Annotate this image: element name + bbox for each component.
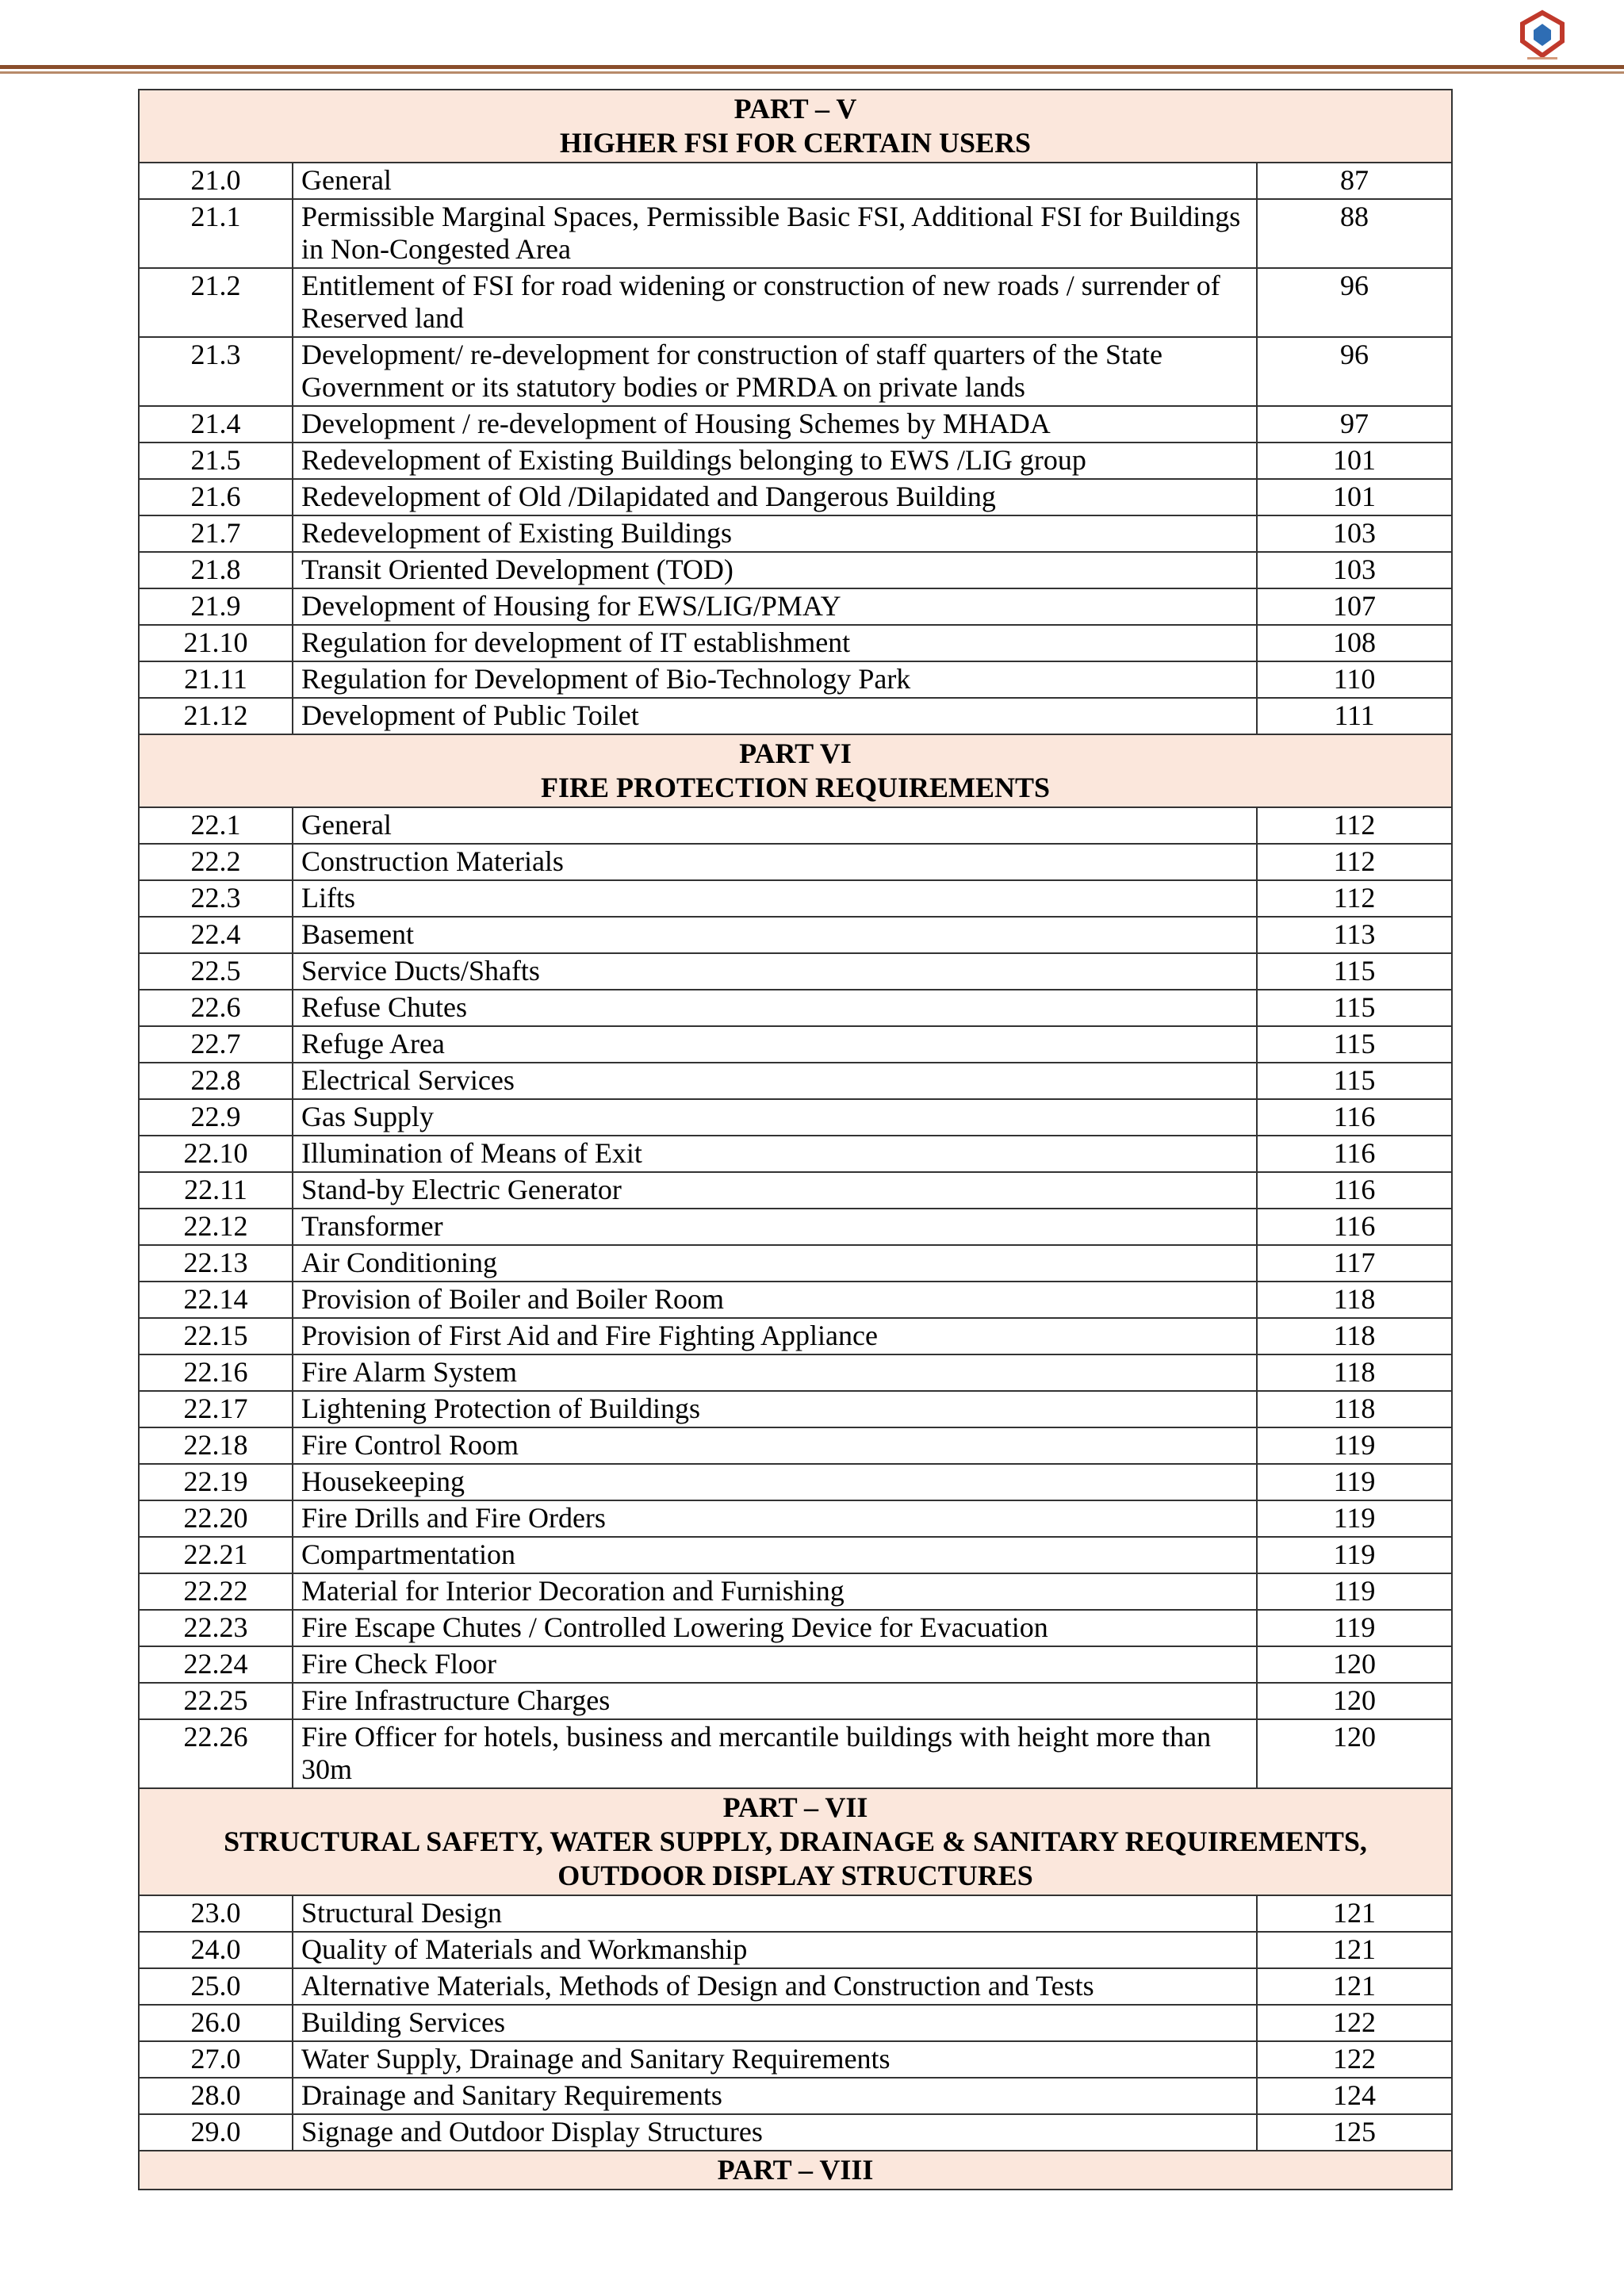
section-number: 22.11 xyxy=(139,1172,293,1209)
part-header-line1: PART – V xyxy=(733,93,857,125)
toc-row xyxy=(139,953,1452,990)
section-title: Redevelopment of Old /Dilapidated and Dangerous Building xyxy=(293,479,1257,515)
section-title: Development of Housing for EWS/LIG/PMAY xyxy=(293,588,1257,625)
section-title: Permissible Marginal Spaces, Permissible Basic FSI, Additional FSI for Buildings in Non-Congested Area xyxy=(293,199,1257,268)
toc-body xyxy=(139,90,1452,2190)
toc-row xyxy=(139,1646,1452,1683)
section-title: Entitlement of FSI for road widening or construction of new roads / surrender of Reserved land xyxy=(293,268,1257,337)
section-number: 22.15 xyxy=(139,1318,293,1354)
toc-row xyxy=(139,2005,1452,2041)
page-number: 112 xyxy=(1257,844,1452,880)
page-number: 119 xyxy=(1257,1573,1452,1610)
section-title: Construction Materials xyxy=(293,844,1257,880)
toc-row xyxy=(139,588,1452,625)
toc-row xyxy=(139,698,1452,734)
section-number: 22.22 xyxy=(139,1573,293,1610)
page-number: 119 xyxy=(1257,1464,1452,1500)
page-number: 116 xyxy=(1257,1099,1452,1136)
section-title: Alternative Materials, Methods of Design and Construction and Tests xyxy=(293,1968,1257,2005)
toc-row xyxy=(139,337,1452,406)
section-number: 28.0 xyxy=(139,2078,293,2114)
page-number: 115 xyxy=(1257,1026,1452,1063)
section-number: 29.0 xyxy=(139,2114,293,2151)
section-number: 21.1 xyxy=(139,199,293,268)
page-number: 117 xyxy=(1257,1245,1452,1282)
section-number: 22.4 xyxy=(139,917,293,953)
toc-row xyxy=(139,917,1452,953)
section-title: Material for Interior Decoration and Furnishing xyxy=(293,1573,1257,1610)
page-number: 118 xyxy=(1257,1318,1452,1354)
page-number: 103 xyxy=(1257,515,1452,552)
section-number: 22.21 xyxy=(139,1537,293,1573)
part-header-line1: PART – VIII xyxy=(717,2154,874,2186)
toc-row xyxy=(139,990,1452,1026)
toc-row xyxy=(139,807,1452,844)
toc-row xyxy=(139,1968,1452,2005)
page-number: 88 xyxy=(1257,199,1452,268)
section-number: 22.1 xyxy=(139,807,293,844)
page-number: 116 xyxy=(1257,1136,1452,1172)
page-number: 112 xyxy=(1257,807,1452,844)
page-number: 120 xyxy=(1257,1719,1452,1788)
section-number: 22.25 xyxy=(139,1683,293,1719)
section-number: 21.3 xyxy=(139,337,293,406)
section-title: Transit Oriented Development (TOD) xyxy=(293,552,1257,588)
part-header-line2: HIGHER FSI FOR CERTAIN USERS xyxy=(559,127,1032,159)
part-header-line1: PART VI xyxy=(739,738,852,769)
page-number: 122 xyxy=(1257,2041,1452,2078)
section-title: Building Services xyxy=(293,2005,1257,2041)
page-number: 121 xyxy=(1257,1968,1452,2005)
page-number: 115 xyxy=(1257,953,1452,990)
section-number: 21.0 xyxy=(139,163,293,199)
page-number: 87 xyxy=(1257,163,1452,199)
toc-row xyxy=(139,1318,1452,1354)
part-header xyxy=(139,1788,1452,1895)
toc-row xyxy=(139,515,1452,552)
page-number: 120 xyxy=(1257,1646,1452,1683)
section-title: Refuge Area xyxy=(293,1026,1257,1063)
part-header-row xyxy=(139,1788,1452,1895)
section-title: Fire Infrastructure Charges xyxy=(293,1683,1257,1719)
section-title: Electrical Services xyxy=(293,1063,1257,1099)
section-number: 21.8 xyxy=(139,552,293,588)
section-number: 22.14 xyxy=(139,1282,293,1318)
section-title: Fire Escape Chutes / Controlled Lowering Device for Evacuation xyxy=(293,1610,1257,1646)
page-number: 119 xyxy=(1257,1610,1452,1646)
section-number: 22.8 xyxy=(139,1063,293,1099)
page-number: 113 xyxy=(1257,917,1452,953)
part-header-line3: OUTDOOR DISPLAY STRUCTURES xyxy=(557,1860,1033,1891)
section-number: 22.2 xyxy=(139,844,293,880)
toc-row xyxy=(139,1500,1452,1537)
section-number: 22.17 xyxy=(139,1391,293,1427)
section-number: 22.19 xyxy=(139,1464,293,1500)
section-title: Signage and Outdoor Display Structures xyxy=(293,2114,1257,2151)
part-header-line1: PART – VII xyxy=(722,1791,868,1823)
toc-row xyxy=(139,880,1452,917)
toc-row xyxy=(139,1172,1452,1209)
part-header xyxy=(139,90,1452,163)
page-number: 108 xyxy=(1257,625,1452,661)
section-title: Fire Drills and Fire Orders xyxy=(293,1500,1257,1537)
section-title: Illumination of Means of Exit xyxy=(293,1136,1257,1172)
section-number: 21.5 xyxy=(139,443,293,479)
section-title: Regulation for development of IT establishment xyxy=(293,625,1257,661)
section-number: 21.4 xyxy=(139,406,293,443)
section-number: 22.7 xyxy=(139,1026,293,1063)
toc-row xyxy=(139,844,1452,880)
section-number: 22.26 xyxy=(139,1719,293,1788)
page-number: 120 xyxy=(1257,1683,1452,1719)
page-number: 103 xyxy=(1257,552,1452,588)
page-number: 121 xyxy=(1257,1895,1452,1932)
toc-row xyxy=(139,1136,1452,1172)
section-number: 21.11 xyxy=(139,661,293,698)
page-number: 116 xyxy=(1257,1172,1452,1209)
section-title: Regulation for Development of Bio-Technology Park xyxy=(293,661,1257,698)
part-header-line2: STRUCTURAL SAFETY, WATER SUPPLY, DRAINAGE & SANITARY REQUIREMENTS, xyxy=(224,1826,1367,1857)
section-number: 26.0 xyxy=(139,2005,293,2041)
section-number: 25.0 xyxy=(139,1968,293,2005)
section-title: Development of Public Toilet xyxy=(293,698,1257,734)
page-number: 118 xyxy=(1257,1391,1452,1427)
page-number: 119 xyxy=(1257,1500,1452,1537)
toc-row xyxy=(139,2041,1452,2078)
toc-row xyxy=(139,479,1452,515)
toc-row xyxy=(139,1573,1452,1610)
page-number: 112 xyxy=(1257,880,1452,917)
section-title: Fire Check Floor xyxy=(293,1646,1257,1683)
toc-row xyxy=(139,1391,1452,1427)
toc-row xyxy=(139,2114,1452,2151)
section-title: Redevelopment of Existing Buildings belonging to EWS /LIG group xyxy=(293,443,1257,479)
section-title: Lightening Protection of Buildings xyxy=(293,1391,1257,1427)
toc-row xyxy=(139,1610,1452,1646)
page-number: 118 xyxy=(1257,1354,1452,1391)
page-number: 107 xyxy=(1257,588,1452,625)
section-number: 22.13 xyxy=(139,1245,293,1282)
shield-logo-icon xyxy=(1516,10,1568,62)
section-number: 22.5 xyxy=(139,953,293,990)
section-number: 23.0 xyxy=(139,1895,293,1932)
section-title: Stand-by Electric Generator xyxy=(293,1172,1257,1209)
section-number: 21.9 xyxy=(139,588,293,625)
page-number: 124 xyxy=(1257,2078,1452,2114)
section-title: Basement xyxy=(293,917,1257,953)
toc-row xyxy=(139,1026,1452,1063)
part-header xyxy=(139,2151,1452,2190)
section-title: Refuse Chutes xyxy=(293,990,1257,1026)
page-number: 101 xyxy=(1257,479,1452,515)
page-number: 101 xyxy=(1257,443,1452,479)
toc-row xyxy=(139,625,1452,661)
section-title: Fire Officer for hotels, business and mercantile buildings with height more than 30m xyxy=(293,1719,1257,1788)
toc-row xyxy=(139,1245,1452,1282)
toc-row xyxy=(139,199,1452,268)
toc-row xyxy=(139,443,1452,479)
header-rule-thin xyxy=(0,71,1624,74)
toc-row xyxy=(139,1354,1452,1391)
section-number: 21.12 xyxy=(139,698,293,734)
part-header-row xyxy=(139,2151,1452,2190)
section-title: Fire Control Room xyxy=(293,1427,1257,1464)
section-number: 22.18 xyxy=(139,1427,293,1464)
toc-row xyxy=(139,1932,1452,1968)
section-title: Compartmentation xyxy=(293,1537,1257,1573)
section-title: Transformer xyxy=(293,1209,1257,1245)
toc-row xyxy=(139,1719,1452,1788)
toc-row xyxy=(139,1464,1452,1500)
section-title: Drainage and Sanitary Requirements xyxy=(293,2078,1257,2114)
page-number: 116 xyxy=(1257,1209,1452,1245)
part-header-line2: FIRE PROTECTION REQUIREMENTS xyxy=(540,772,1051,803)
page-number: 96 xyxy=(1257,268,1452,337)
toc-row xyxy=(139,1895,1452,1932)
section-title: General xyxy=(293,807,1257,844)
header-rule xyxy=(0,65,1624,69)
toc-row xyxy=(139,1427,1452,1464)
section-title: Development / re-development of Housing Schemes by MHADA xyxy=(293,406,1257,443)
toc-row xyxy=(139,268,1452,337)
section-title: Provision of First Aid and Fire Fighting Appliance xyxy=(293,1318,1257,1354)
page-number: 97 xyxy=(1257,406,1452,443)
page-number: 118 xyxy=(1257,1282,1452,1318)
toc-row xyxy=(139,1537,1452,1573)
section-title: Development/ re-development for construction of staff quarters of the State Government or its statutory bodies or PMRDA on private lands xyxy=(293,337,1257,406)
page-number: 110 xyxy=(1257,661,1452,698)
page-number: 119 xyxy=(1257,1537,1452,1573)
section-title: Housekeeping xyxy=(293,1464,1257,1500)
toc-row xyxy=(139,406,1452,443)
section-title: Water Supply, Drainage and Sanitary Requirements xyxy=(293,2041,1257,2078)
page-number: 125 xyxy=(1257,2114,1452,2151)
toc-row xyxy=(139,1209,1452,1245)
toc-row xyxy=(139,163,1452,199)
page-number: 115 xyxy=(1257,1063,1452,1099)
section-number: 22.23 xyxy=(139,1610,293,1646)
section-title: Fire Alarm System xyxy=(293,1354,1257,1391)
section-title: Redevelopment of Existing Buildings xyxy=(293,515,1257,552)
section-title: Quality of Materials and Workmanship xyxy=(293,1932,1257,1968)
section-number: 22.6 xyxy=(139,990,293,1026)
section-title: Gas Supply xyxy=(293,1099,1257,1136)
toc-row xyxy=(139,661,1452,698)
section-title: Provision of Boiler and Boiler Room xyxy=(293,1282,1257,1318)
section-number: 22.3 xyxy=(139,880,293,917)
part-header-row xyxy=(139,90,1452,163)
section-number: 22.12 xyxy=(139,1209,293,1245)
section-number: 22.10 xyxy=(139,1136,293,1172)
section-title: Lifts xyxy=(293,880,1257,917)
toc-row xyxy=(139,1683,1452,1719)
section-title: Service Ducts/Shafts xyxy=(293,953,1257,990)
section-number: 21.2 xyxy=(139,268,293,337)
page-number: 111 xyxy=(1257,698,1452,734)
page-number: 96 xyxy=(1257,337,1452,406)
section-number: 21.10 xyxy=(139,625,293,661)
section-title: General xyxy=(293,163,1257,199)
toc-row xyxy=(139,1063,1452,1099)
page-number: 121 xyxy=(1257,1932,1452,1968)
section-title: Structural Design xyxy=(293,1895,1257,1932)
page-number: 122 xyxy=(1257,2005,1452,2041)
section-number: 22.9 xyxy=(139,1099,293,1136)
section-number: 22.24 xyxy=(139,1646,293,1683)
section-number: 21.7 xyxy=(139,515,293,552)
part-header xyxy=(139,734,1452,807)
section-number: 27.0 xyxy=(139,2041,293,2078)
page-number: 119 xyxy=(1257,1427,1452,1464)
section-number: 22.20 xyxy=(139,1500,293,1537)
page-number: 115 xyxy=(1257,990,1452,1026)
toc-table xyxy=(138,89,1453,2190)
section-number: 24.0 xyxy=(139,1932,293,1968)
section-title: Air Conditioning xyxy=(293,1245,1257,1282)
section-number: 21.6 xyxy=(139,479,293,515)
toc-row xyxy=(139,1282,1452,1318)
toc-row xyxy=(139,1099,1452,1136)
toc-row xyxy=(139,552,1452,588)
part-header-row xyxy=(139,734,1452,807)
section-number: 22.16 xyxy=(139,1354,293,1391)
toc-row xyxy=(139,2078,1452,2114)
